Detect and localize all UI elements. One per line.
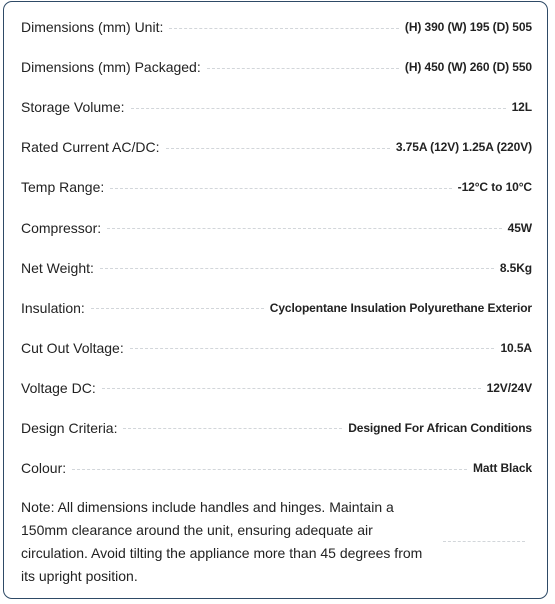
dotted-leader xyxy=(166,148,390,149)
spec-label: Design Criteria: xyxy=(21,419,118,436)
dotted-leader xyxy=(102,388,481,389)
note-row xyxy=(21,496,525,588)
spec-label: Rated Current AC/DC: xyxy=(21,139,160,156)
spec-value: Cyclopentane Insulation Polyurethane Exterior xyxy=(269,300,532,315)
spec-row-unit-dimensions xyxy=(21,7,532,47)
spec-value: 3.75A (12V) 1.25A (220V) xyxy=(395,140,532,155)
dotted-leader xyxy=(123,428,342,429)
spec-value: 45W xyxy=(507,220,532,235)
spec-label: Dimensions (mm) Unit: xyxy=(21,19,164,36)
spec-row-compressor xyxy=(21,207,532,247)
spec-row-colour xyxy=(21,448,532,488)
spec-value: -12°C to 10°C xyxy=(457,180,532,195)
dotted-leader xyxy=(443,541,525,542)
dotted-leader xyxy=(91,308,264,309)
spec-label: Dimensions (mm) Packaged: xyxy=(21,59,201,76)
spec-label: Temp Range: xyxy=(21,179,105,196)
dimensions-note: Note: All dimensions include handles and hinges. Maintain a 150mm clearance around the unit, ensuring adequate air circulation. Avoid tilting the appliance more than 45 degrees from its upright position. xyxy=(21,499,423,584)
spec-label: Voltage DC: xyxy=(21,379,96,396)
spec-value: 10.5A xyxy=(500,340,532,355)
spec-row-cut-out-voltage xyxy=(21,328,532,368)
spec-value: 12L xyxy=(511,100,532,115)
dotted-leader xyxy=(169,28,399,29)
spec-row-net-weight xyxy=(21,248,532,288)
spec-row-rated-current xyxy=(21,127,532,167)
spec-row-storage-volume xyxy=(21,87,532,127)
dotted-leader xyxy=(107,228,501,229)
spec-card xyxy=(3,1,548,599)
dotted-leader xyxy=(100,268,494,269)
dotted-leader xyxy=(72,469,467,470)
spec-row-insulation xyxy=(21,288,532,328)
spec-value: Matt Black xyxy=(472,461,532,476)
spec-label: Colour: xyxy=(21,460,67,477)
spec-value: 12V/24V xyxy=(486,380,532,395)
spec-label: Net Weight: xyxy=(21,259,94,276)
dotted-leader xyxy=(110,188,451,189)
spec-value: Designed For African Conditions xyxy=(348,420,532,435)
spec-label: Compressor: xyxy=(21,219,102,236)
spec-label: Cut Out Voltage: xyxy=(21,339,124,356)
spec-value: (H) 450 (W) 260 (D) 550 xyxy=(404,60,532,75)
spec-row-packaged-dimensions xyxy=(21,47,532,87)
dotted-leader xyxy=(207,68,399,69)
spec-row-design-criteria xyxy=(21,408,532,448)
dotted-leader xyxy=(131,108,506,109)
spec-row-voltage-dc xyxy=(21,368,532,408)
spec-value: (H) 390 (W) 195 (D) 505 xyxy=(404,20,532,35)
spec-list xyxy=(21,7,532,488)
spec-label: Insulation: xyxy=(21,299,85,316)
spec-value: 8.5Kg xyxy=(499,260,532,275)
spec-label: Storage Volume: xyxy=(21,99,125,116)
spec-row-temp-range xyxy=(21,167,532,207)
dotted-leader xyxy=(130,348,495,349)
